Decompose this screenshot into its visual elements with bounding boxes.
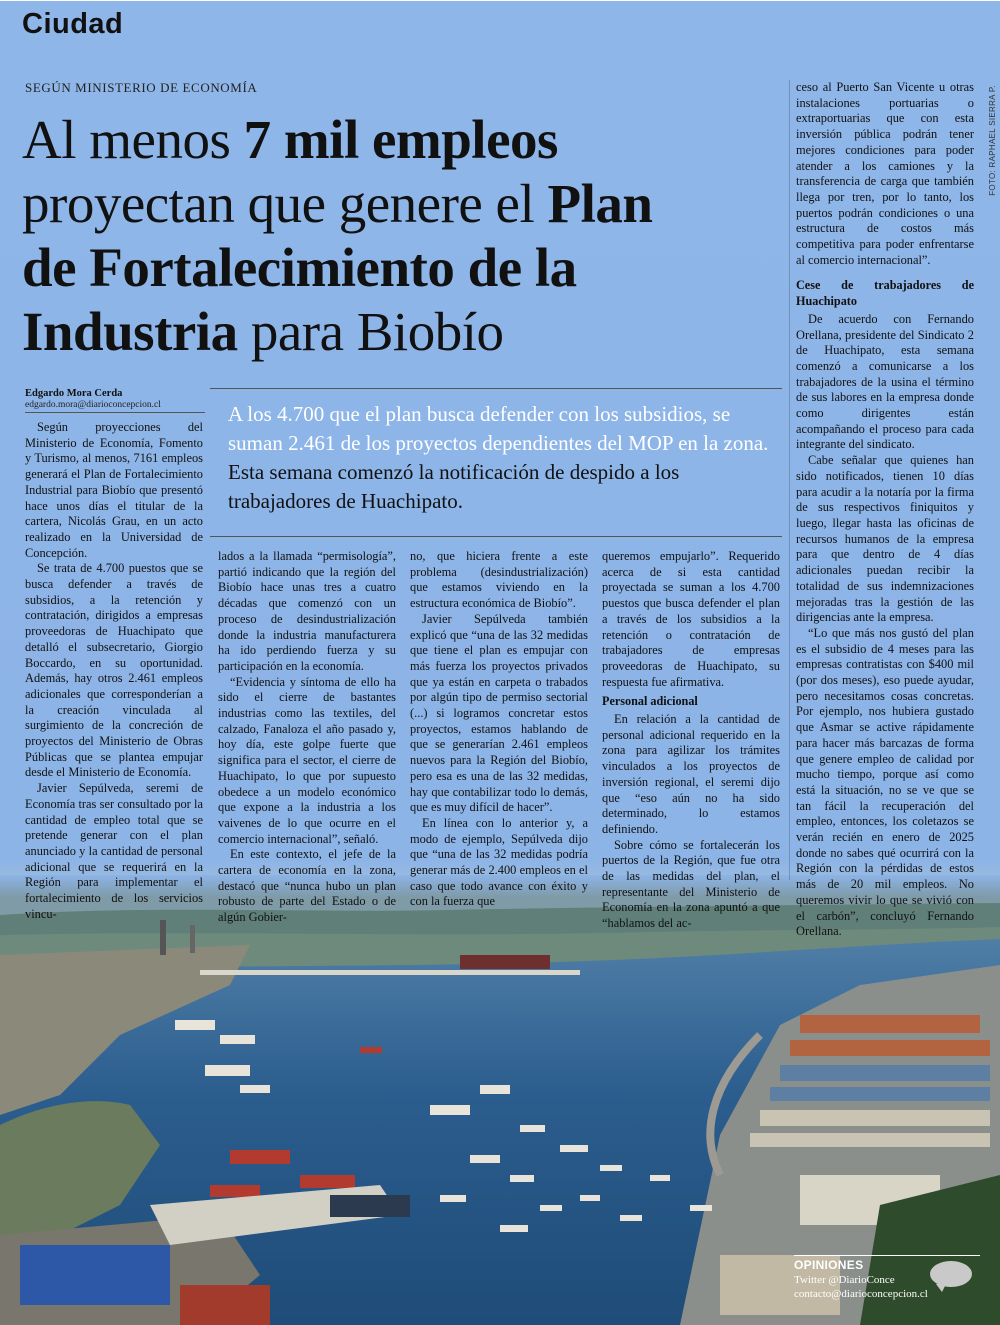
subheading: Personal adicional	[602, 694, 698, 709]
byline-email[interactable]: edgardo.mora@diarioconcepcion.cl	[25, 400, 161, 410]
divider	[210, 536, 782, 537]
lead-paragraph	[228, 400, 780, 516]
paragraph: “Evidencia y síntoma de ello ha sido el cierre de bastantes industrias como las textiles, del calzado, Fanaloza el año pasado y, hoy día, este golpe fuerte que significa para el sector, el cierre de Huachipato, lo que por supuesto obedece a un modelo económico que expone a la industria a los vaivenes de lo que ocurre en el comercio internacional”, señaló.	[218, 674, 396, 846]
headline-bold: de Fortalecimiento de la	[22, 237, 577, 298]
headline	[22, 108, 782, 364]
subheading: Cese de trabajadores de Huachipato	[796, 278, 974, 309]
paragraph: queremos empujarlo”. Requerido acerca de si esta cantidad proyectada se suman a los 4.700 puestos que busca defender el plan a través de los subsidios a la retención o contratación de trabajadores de empresas proveedoras de Huachipato, su respuesta fue afirmativa.	[602, 549, 780, 689]
headline-part: Al menos	[22, 109, 244, 170]
article-column-5	[796, 80, 974, 940]
opinion-title: OPINIONES	[794, 1258, 864, 1272]
kicker: SEGÚN MINISTERIO DE ECONOMÍA	[25, 80, 258, 95]
headline-bold: 7 mil empleos	[243, 109, 558, 170]
lead-rest: Esta semana comenzó la notificación de despido a los trabajadores de Huachipato.	[228, 460, 680, 513]
paragraph: Se trata de 4.700 puestos que se busca defender a través de subsidios, a la retención y contratación, dirigidos a empresas proveedoras de Huachipato que detalló el subsecretario, Giorgio Boccardo, en su oportunidad. Además, hay otros 2.461 empleos adicionales que corresponderían a la creación vinculada al surgimiento de la concreción de proyectos del Ministerio de Obras Públicas que se plantea empujar desde el Ministerio de Economía.	[25, 561, 203, 780]
opinion-box	[780, 1255, 980, 1307]
paragraph: Cabe señalar que quienes han sido notificados, tienen 10 días para acudir a la notaría por la firma de sus respectivos finiquitos y luego, llegar hasta las oficinas de recursos humanos de la empresa para que dentro de 4 días adicionales puedan recibir la totalidad de sus indemnizaciones mejoradas tras la gestión de las dirigencias ante la empresa.	[796, 453, 974, 625]
paragraph: no, que hiciera frente a este problema (desindustrialización) que estamos viviendo en la estructura económica de Biobío”.	[410, 549, 588, 611]
paragraph: “Lo que más nos gustó del plan es el subsidio de 4 meses para las empresas contratistas con $400 mil (por dos meses), eso puede ayudar, pero necesitamos cosas concretas. Por ejemplo, nos hubiera gustado que Asmar se active rápidamente para hacer más barcazas de forma que genere empleo de calidad por mucho tiempo, porque así como está la situación, no se ve que se tan fácil la recuperación del empleo, entonces, los coletazos se verán recién en enero de 2025 donde no sabes qué ocurrirá con la Región con la pérdidas de estos más de 20 mil empleos. No queremos vivir lo que se vivió con el carbón”, concluyó Fernando Orellana.	[796, 625, 974, 939]
paragraph: Según proyecciones del Ministerio de Economía, Fomento y Turismo, al menos, 7161 empleos generará el Plan de Fortalecimiento Industrial para Biobío que presentó hace unos días el titular de la cartera, Nicolás Grau, en un acto realizado en la Universidad de Concepción.	[25, 420, 203, 560]
headline-bold: Industria	[22, 301, 238, 362]
column-divider	[789, 80, 790, 880]
article-column-3	[410, 549, 588, 910]
section-label: Ciudad	[22, 8, 124, 40]
paragraph: lados a la llamada “permisología”, partió indicando que la región del Biobío hace unas tres a cuatro décadas que comenzó con un proceso de desindustrialización donde la industria manufacturera ha ido perdiendo fuerza y su participación en la economía.	[218, 549, 396, 673]
headline-part: para Biobío	[237, 301, 504, 362]
paragraph: De acuerdo con Fernando Orellana, presidente del Sindicato 2 de Huachipato, esta semana comenzó a comunicarse a los trabajadores de la usina el término de sus labores en la empresa donde como dirigentes están acompañando el proceso para cada integrante del sindicato.	[796, 311, 974, 452]
top-border	[0, 0, 1000, 1]
byline-author: Edgardo Mora Cerda	[25, 388, 123, 399]
divider	[25, 412, 205, 413]
article-column-2	[218, 549, 396, 926]
opinion-twitter[interactable]: Twitter @DiarioConce	[794, 1274, 895, 1286]
speech-bubble-icon	[930, 1261, 972, 1287]
paragraph: En relación a la cantidad de personal adicional requerido en la zona para agilizar los trámites vinculados a los proyectos de inversión regional, el seremi dijo que “eso aún no ha sido determinado, lo estamos definiendo.	[602, 712, 780, 836]
paragraph: Javier Sepúlveda también explicó que “una de las 32 medidas que tiene el plan es empujar con más fuerza los proyectos privados que ya están en carpeta o trabados por algún tipo de permiso sectorial (...) si logramos concretar estos proyectos, estamos hablando de que se generarían 2.461 empleos nuevos para la Región del Biobío, pero esa es una de las 32 medidas, hay que contabilizar todo lo demás, que es muy difícil de hacer”.	[410, 611, 588, 815]
divider	[210, 388, 782, 389]
photo-credit: FOTO: RAPHAEL SIERRA P.	[988, 85, 997, 196]
paragraph: En este contexto, el jefe de la cartera de economía en la zona, destacó que “nunca hubo un plan robusto de parte del Estado o de algún Gobier-	[218, 847, 396, 925]
headline-part: proyectan que genere el	[22, 173, 548, 234]
paragraph: Sobre cómo se fortalecerán los puertos de la Región, que fue otra de las medidas del plan, el representante del Ministerio de Economía en la zona apuntó a que “hablamos del ac-	[602, 837, 780, 931]
divider	[794, 1255, 980, 1256]
lead-highlight: A los 4.700 que el plan busca defender con los subsidios, se suman 2.461 de los proyectos dependientes del MOP en la zona.	[228, 402, 769, 455]
headline-bold: Plan	[547, 173, 653, 234]
opinion-email[interactable]: contacto@diarioconcepcion.cl	[794, 1288, 928, 1300]
article-column-1	[25, 420, 203, 923]
article-column-4	[602, 549, 780, 932]
paragraph: ceso al Puerto San Vicente u otras instalaciones portuarias o extraportuarias que con esta inversión pública podrán tener mejores condiciones para poder atender a los camiones y la transferencia de carga que también llega por tren, por lo tanto, los puertos podrán condiciones o una estructura de costos más competitiva para poder enfrentarse al comercio internacional”.	[796, 80, 974, 267]
paragraph: En línea con lo anterior y, a modo de ejemplo, Sepúlveda dijo que “una de las 32 medidas podría generar más de 2.400 empleos en el caso que todo avance con éxito y con la fuerza que	[410, 815, 588, 909]
paragraph: Javier Sepúlveda, seremi de Economía tras ser consultado por la cantidad de empleo total que se pretende generar con el plan anunciado y la cantidad de personal adicional que se requerirá en la Región para implementar el fortalecimiento de los servicios vincu-	[25, 781, 203, 921]
